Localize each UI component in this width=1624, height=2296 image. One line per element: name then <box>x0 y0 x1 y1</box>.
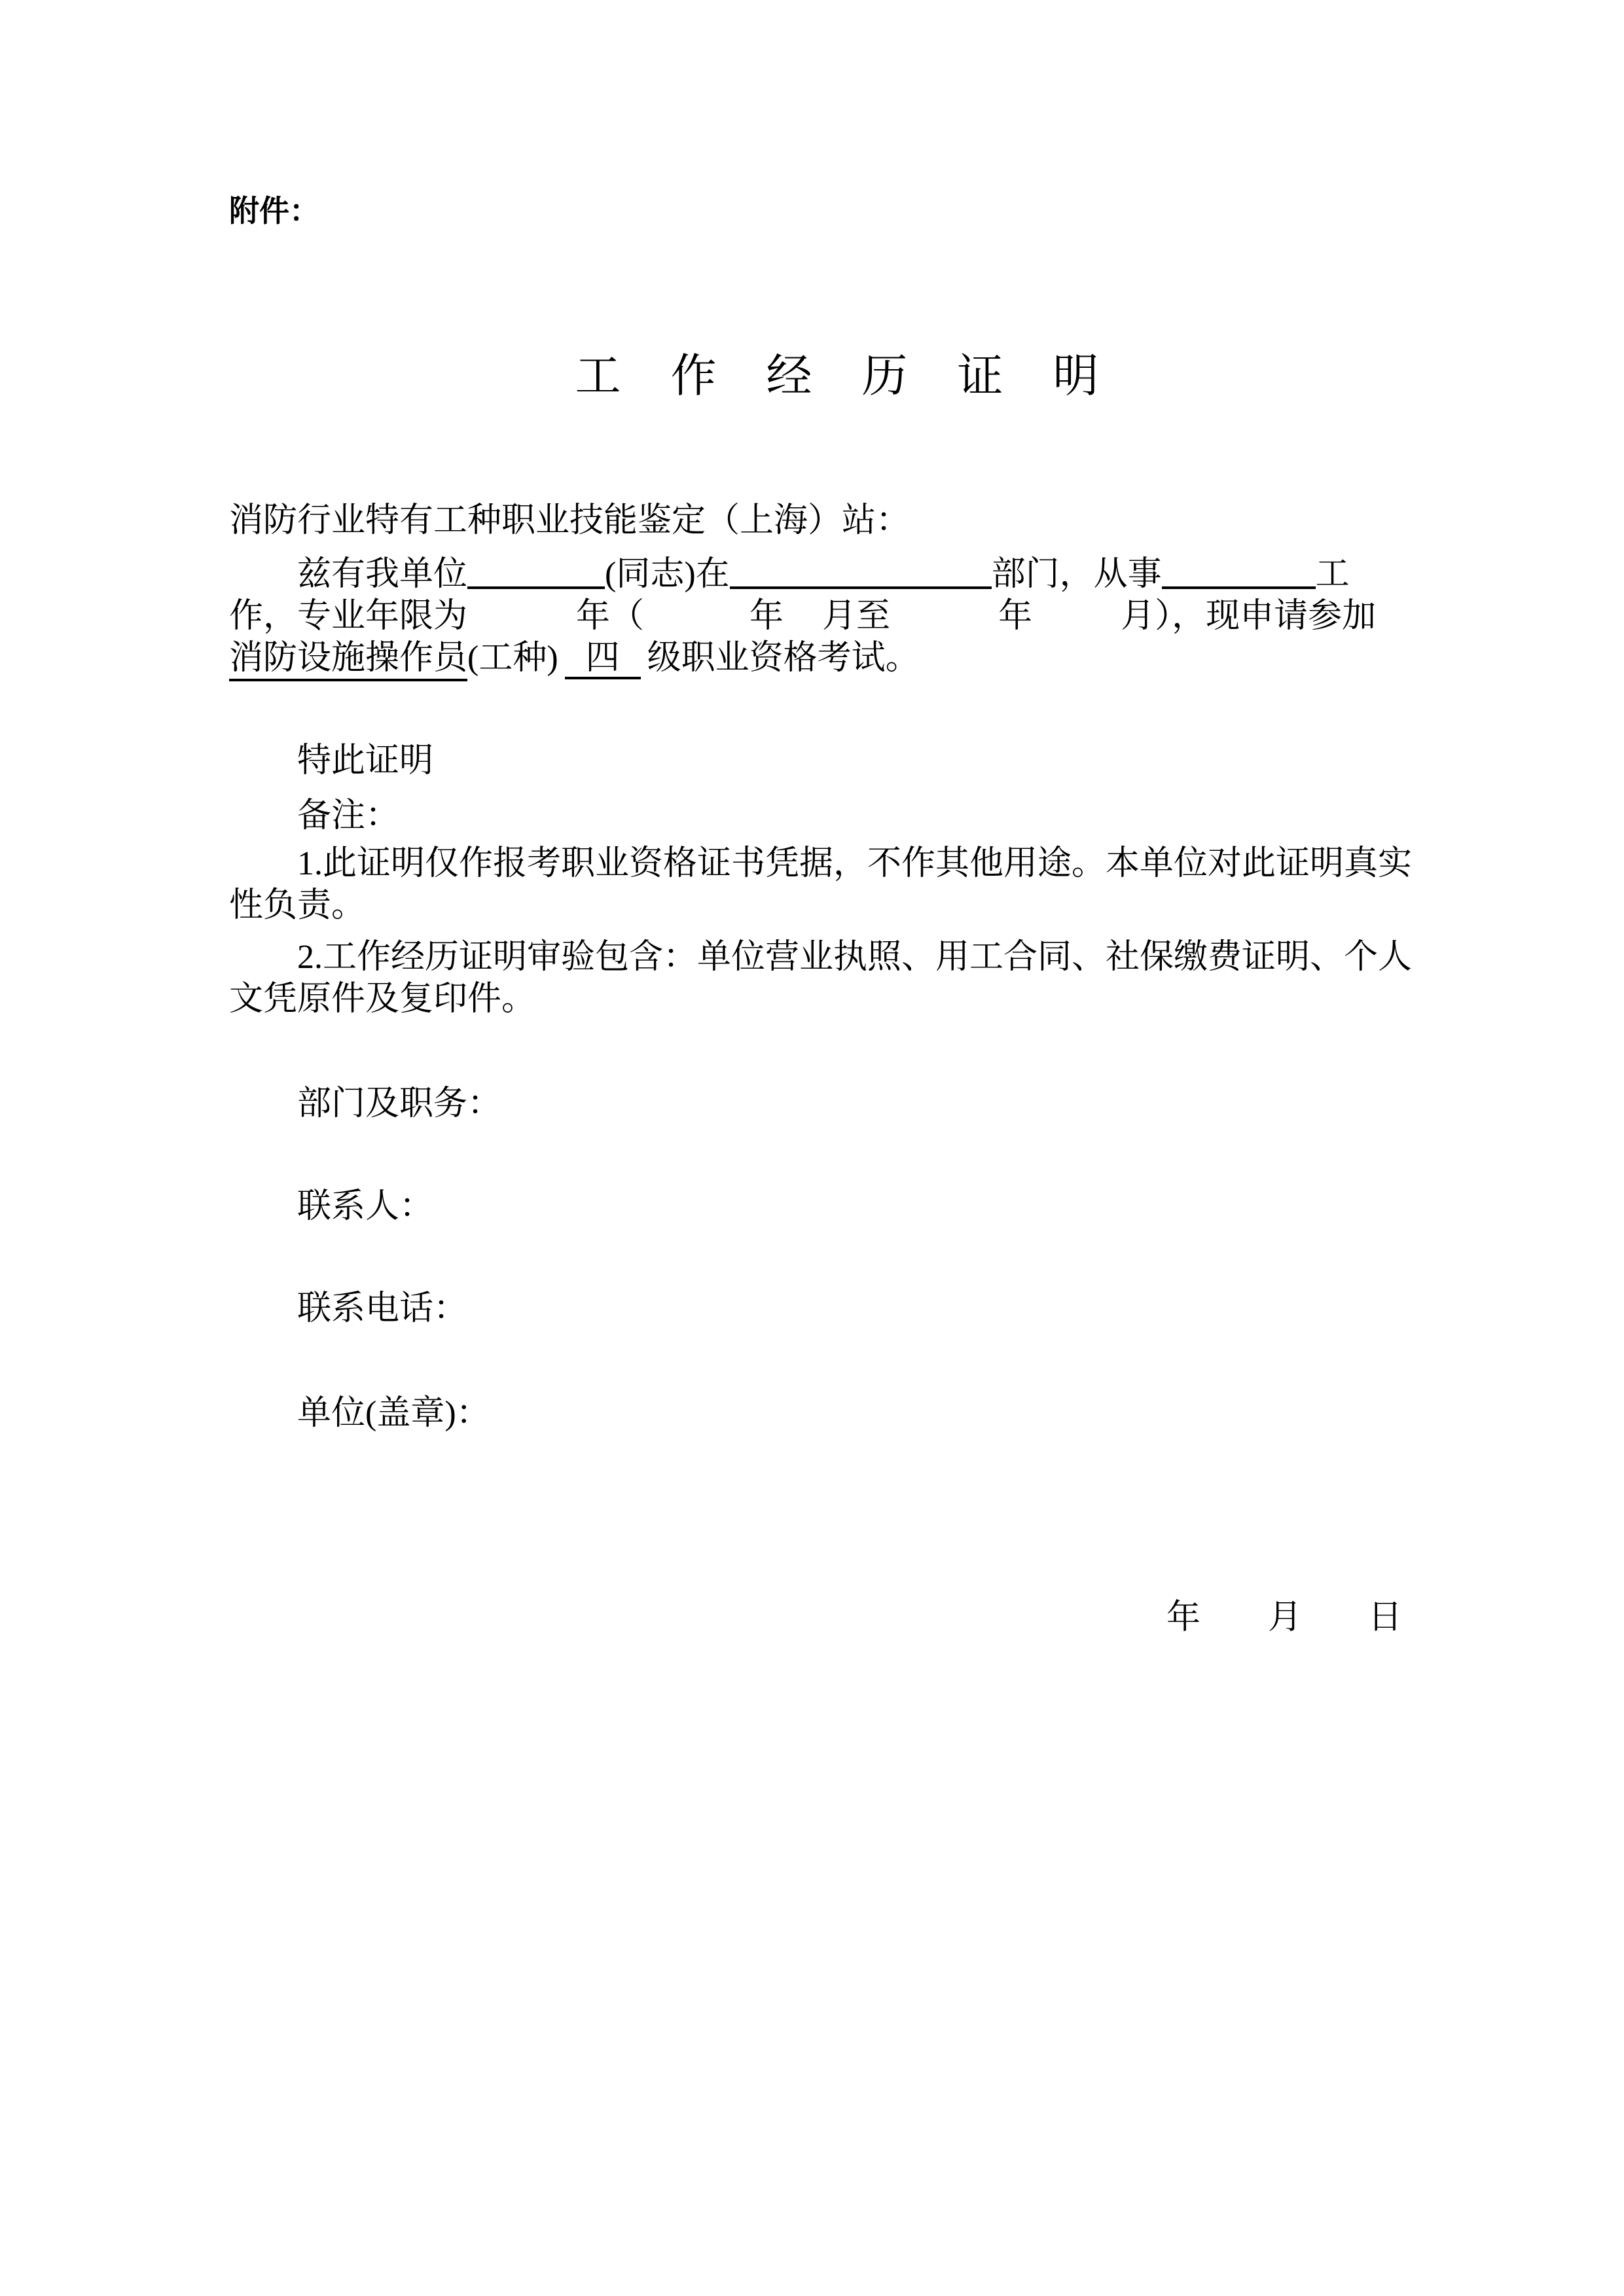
blank-employee-name <box>467 554 605 589</box>
body-line2-text1: 作，专业年限为 <box>229 598 468 635</box>
document-title: 工作经历证明 <box>575 351 1149 402</box>
field-unit-seal: 单位(盖章)： <box>297 1395 490 1432</box>
blank-date-month <box>1302 1622 1368 1628</box>
closing-statement: 特此证明 <box>297 742 434 780</box>
attachment-label: 附件： <box>229 194 319 228</box>
blank-department-name <box>730 554 992 589</box>
salutation-line: 消防行业特有工种职业技能鉴定（上海）站： <box>229 502 911 539</box>
blank-date-year <box>1200 1622 1268 1628</box>
date-year-label: 年 <box>1166 1599 1201 1636</box>
date-day-label: 日 <box>1368 1599 1403 1636</box>
body-line2-text5: 年 <box>998 598 1033 635</box>
body-line-2 <box>229 596 1376 637</box>
blank-work-type <box>1162 554 1316 589</box>
body-line1-text1: 兹有我单位 <box>297 556 468 593</box>
field-department-title: 部门及职务： <box>297 1085 502 1122</box>
body-line2-text4: 月至 <box>822 598 891 635</box>
date-line <box>1166 1597 1402 1639</box>
work-type-label: (工种) <box>467 639 558 677</box>
note2-line1: 2.工作经历证明审验包含：单位营业执照、用工合同、社保缴费证明、个人 <box>297 939 1413 976</box>
note2-line2: 文凭原件及复印件。 <box>229 980 536 1018</box>
field-contact-phone: 联系电话： <box>297 1290 468 1327</box>
body-line2-text2: 年（ <box>576 598 645 635</box>
blank-start-year <box>644 620 749 627</box>
body-line-3 <box>229 637 920 679</box>
field-contact-person: 联系人： <box>297 1188 434 1225</box>
grade-underlined: 四 <box>565 639 641 679</box>
body-line1-text4: 工 <box>1315 556 1350 593</box>
blank-end-month <box>1032 620 1121 627</box>
note1-line1: 1.此证明仅作报考职业资格证书凭据，不作其他用途。本单位对此证明真实 <box>297 845 1413 882</box>
occupation-underlined: 消防设施操作员 <box>229 639 467 681</box>
body-line1-text3: 部门，从事 <box>991 556 1162 593</box>
body-line-1 <box>229 554 1350 596</box>
note1-line2: 性负责。 <box>229 887 366 924</box>
body-line2-text6: 月），现申请参加 <box>1121 598 1377 635</box>
exam-label: 级职业资格考试。 <box>647 639 920 677</box>
date-month-label: 月 <box>1268 1599 1303 1636</box>
blank-years-of-experience <box>467 620 576 627</box>
body-line1-text2: (同志)在 <box>605 556 730 593</box>
remarks-label: 备注： <box>297 797 400 834</box>
blank-start-month <box>784 620 822 627</box>
body-line2-text3: 年 <box>749 598 784 635</box>
blank-end-year <box>890 620 998 627</box>
